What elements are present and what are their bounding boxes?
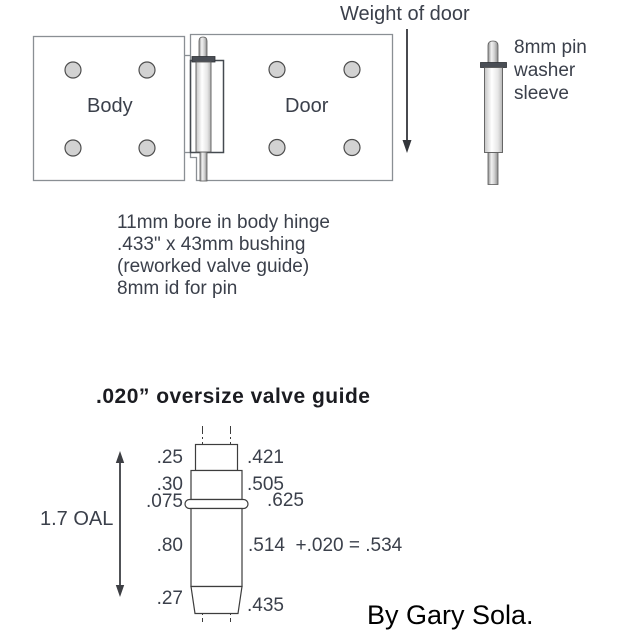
pin-detail-drawing bbox=[481, 41, 507, 185]
dim-flange-diameter: .625 bbox=[267, 490, 304, 511]
author-credit: By Gary Sola. bbox=[367, 600, 534, 630]
valve-guide-title: .020” oversize valve guide bbox=[96, 385, 371, 408]
pin-rod-bottom bbox=[488, 153, 498, 185]
oal-dimension-arrow-icon bbox=[116, 451, 124, 597]
pin-rod-top bbox=[199, 37, 207, 58]
screw-hole bbox=[65, 140, 81, 156]
screw-hole bbox=[269, 140, 285, 156]
screw-hole bbox=[139, 140, 155, 156]
dim-top-length: .25 bbox=[156, 447, 183, 468]
body-plate-label: Body bbox=[87, 95, 133, 117]
pin-washer bbox=[481, 63, 507, 68]
weight-of-door-label: Weight of door bbox=[340, 3, 470, 25]
weight-arrow-icon bbox=[403, 29, 412, 153]
dim-top-diameter: .421 bbox=[247, 447, 284, 468]
guide-body-section bbox=[191, 509, 242, 587]
dim-taper-length: .27 bbox=[156, 588, 183, 609]
pin-label-8mm-pin: 8mm pin bbox=[514, 37, 587, 58]
note-line: .433" x 43mm bushing bbox=[117, 234, 306, 255]
pin-label-sleeve: sleeve bbox=[514, 83, 569, 104]
pin-rod-bottom bbox=[200, 152, 207, 181]
dim-taper-diameter: .435 bbox=[247, 595, 284, 616]
screw-hole bbox=[139, 62, 155, 78]
dim-body-length: .80 bbox=[156, 535, 183, 556]
pin-detail-labels bbox=[514, 36, 587, 105]
door-plate-label: Door bbox=[285, 95, 329, 117]
note-line: 11mm bore in body hinge bbox=[117, 212, 330, 233]
screw-hole bbox=[65, 62, 81, 78]
screw-hole bbox=[269, 62, 285, 78]
guide-bottom-taper bbox=[191, 587, 242, 614]
pin-sleeve bbox=[485, 68, 503, 153]
guide-top-section bbox=[196, 445, 238, 471]
dim-mid-length: .30 bbox=[156, 474, 183, 495]
screw-hole bbox=[344, 62, 360, 78]
pin-label-washer: washer bbox=[514, 60, 576, 81]
guide-mid-section bbox=[191, 471, 242, 500]
oal-label: 1.7 OAL bbox=[40, 508, 114, 530]
dim-body-diameter: .514 +.020 = .534 bbox=[248, 535, 403, 556]
note-line: (reworked valve guide) bbox=[117, 256, 310, 277]
pin-rod-top bbox=[488, 41, 498, 63]
bushing-notes bbox=[117, 212, 330, 300]
valve-guide-profile bbox=[185, 445, 248, 614]
pin-washer bbox=[192, 57, 215, 63]
dim-mid-diameter: .505 bbox=[247, 474, 284, 495]
valve-guide-drawing bbox=[185, 426, 248, 622]
pin-sleeve bbox=[196, 62, 211, 152]
note-line: 8mm id for pin bbox=[117, 278, 238, 299]
guide-flange bbox=[185, 500, 248, 509]
screw-hole bbox=[344, 140, 360, 156]
dim-flange-length: .075 bbox=[146, 491, 183, 512]
